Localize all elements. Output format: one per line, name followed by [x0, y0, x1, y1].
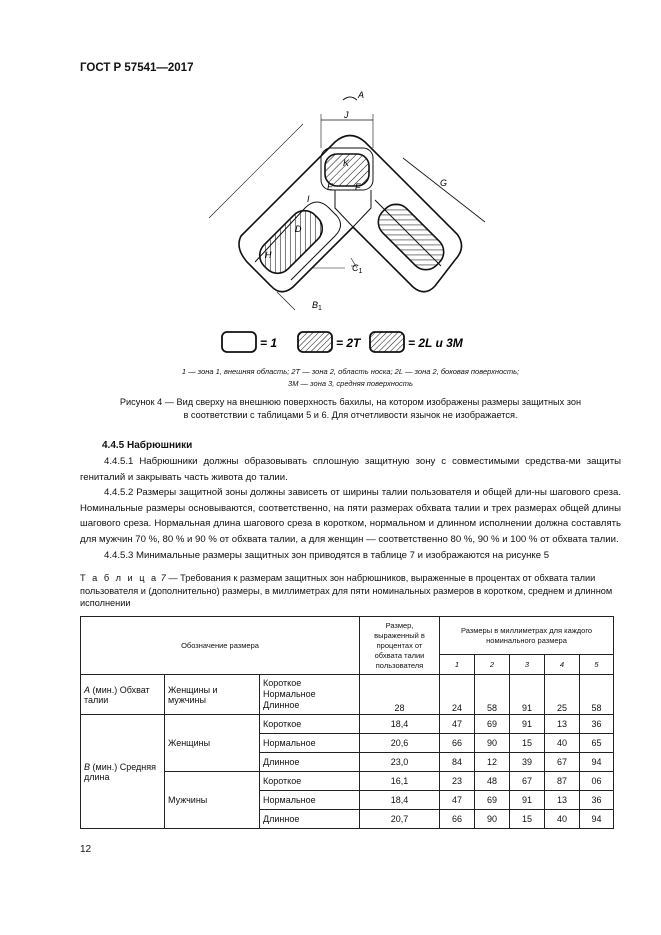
length-cell: Длинное	[260, 810, 360, 829]
table-cell: 66	[440, 810, 475, 829]
table-cell: 47	[440, 715, 475, 734]
label-d: D	[295, 224, 302, 234]
header-percent: Размер, выраженный в процентах от обхвата талии пользователя	[360, 617, 440, 675]
table-cell: 25	[545, 675, 580, 715]
figure-note-line1: 1 — зона 1, внешняя область; 2T — зона 2, область носка; 2L — зона 2, боковая поверхность;	[181, 367, 520, 376]
table-cell: 58	[475, 675, 510, 715]
header-mm: Размеры в миллиметрах для каждого номинального размера	[440, 617, 614, 655]
table-cell: 58	[580, 675, 614, 715]
figure-caption	[80, 396, 621, 422]
table-title-number: 7	[160, 573, 166, 583]
header-size-4: 4	[545, 655, 580, 675]
section-body	[80, 454, 621, 563]
length-cell: Нормальное	[260, 734, 360, 753]
table-cell: 69	[475, 715, 510, 734]
percent-cell: 20,7	[360, 810, 440, 829]
figure-legend	[220, 329, 480, 357]
label-f: F	[355, 182, 361, 192]
table-cell: 84	[440, 753, 475, 772]
table-title-word: Т а б л и ц а	[80, 573, 159, 583]
legend-swatch-zone2l3m	[370, 332, 404, 352]
table-cell: 13	[545, 791, 580, 810]
table-cell: 91	[510, 715, 545, 734]
label-e: E	[327, 182, 334, 192]
label-g: G	[440, 178, 448, 188]
table-cell: 36	[580, 791, 614, 810]
table-cell: 12	[475, 753, 510, 772]
label-i: I	[307, 194, 310, 204]
paragraph-4-4-5-2: 4.4.5.2 Размеры защитной зоны должны зависеть от ширины талии пользователя и общей дли-ны шагового среза. Номинальные размеры основываются, соответственно, на пяти размерах обхвата талии и трех размерах общей длины шагового среза. Нормальная длина шагового среза в коротком, нормальном и длинном исполнении должна составлять для мужчин 70 %, 80 % и 90 % от обхвата талии, а для женщин — соответственно 80 %, 90 % и 100 % от обхвата талии.	[80, 487, 621, 545]
table-cell: 69	[475, 791, 510, 810]
table-cell: 94	[580, 753, 614, 772]
table-row	[81, 715, 614, 734]
figure-note-line2: 3M — зона 3, средняя поверхность	[288, 379, 413, 388]
row-a-group: Женщины и мужчины	[165, 675, 260, 715]
table-cell: 15	[510, 734, 545, 753]
table-cell: 13	[545, 715, 580, 734]
row-a-lengths: Короткое Нормальное Длинное	[260, 675, 360, 715]
table-cell: 40	[545, 810, 580, 829]
label-j: J	[344, 110, 349, 120]
table-cell: 91	[510, 675, 545, 715]
label-b1: $B_1$	[312, 300, 322, 312]
label-a: A	[358, 90, 365, 100]
table-title-text: — Требования к размерам защитных зон набрюшников, выраженные в процентах от обхвата талии пользователя и (дополнительно) размеры, в миллиметрах для пяти номинальных размеров в коротком, среднем и длинном исполнении	[80, 573, 613, 608]
table-row	[81, 675, 614, 715]
table-cell: 65	[580, 734, 614, 753]
label-h: H	[265, 250, 272, 260]
row-b-men-group: Мужчины	[165, 772, 260, 829]
table-cell: 67	[510, 772, 545, 791]
label-c1: $C_1$	[352, 263, 363, 275]
header-size-1: 1	[440, 655, 475, 675]
length-cell: Нормальное	[260, 791, 360, 810]
document-header: ГОСТ Р 57541—2017	[80, 62, 194, 74]
length-cell: Короткое	[260, 715, 360, 734]
header-designation: Обозначение размера	[81, 617, 360, 675]
table-cell: 23	[440, 772, 475, 791]
table-cell: 91	[510, 791, 545, 810]
table-cell: 48	[475, 772, 510, 791]
paragraph-4-4-5-3: 4.4.5.3 Минимальные размеры защитных зон приводятся в таблице 7 и изображаются на рисунке 5	[104, 549, 550, 561]
row-b-label: B (мин.) Средняя длина	[81, 715, 165, 829]
legend-swatch-zone1	[222, 332, 256, 352]
table-cell: 66	[440, 734, 475, 753]
table-cell: 47	[440, 791, 475, 810]
table-cell: 06	[580, 772, 614, 791]
table-cell: 24	[440, 675, 475, 715]
figure-caption-line1: Рисунок 4 — Вид сверху на внешнюю поверхность бахилы, на котором изображены размеры защитных зон	[119, 397, 582, 407]
bootie-protection-zone-diagram	[195, 82, 505, 314]
table-title	[80, 572, 621, 610]
length-cell: Короткое	[260, 772, 360, 791]
table-cell: 39	[510, 753, 545, 772]
legend-label-zone2l3m: = 2L и 3M	[408, 336, 463, 350]
header-size-3: 3	[510, 655, 545, 675]
legend-label-zone2t: = 2T	[336, 336, 361, 350]
header-size-5: 5	[580, 655, 614, 675]
table-cell: 94	[580, 810, 614, 829]
percent-cell: 18,4	[360, 791, 440, 810]
right-side-zone	[372, 198, 450, 276]
percent-cell: 20,6	[360, 734, 440, 753]
row-a-percent: 28	[360, 675, 440, 715]
table-cell: 15	[510, 810, 545, 829]
paragraph-4-4-5-1: 4.4.5.1 Набрюшники должны образовывать сплошную защитную зону с совместимыми средства-ми защиты гениталий и закрывать часть живота до талии.	[80, 456, 621, 483]
table-cell: 90	[475, 810, 510, 829]
table-cell: 90	[475, 734, 510, 753]
label-k: K	[343, 158, 350, 168]
figure-notes	[80, 366, 621, 390]
percent-cell: 23,0	[360, 753, 440, 772]
header-size-2: 2	[475, 655, 510, 675]
percent-cell: 18,4	[360, 715, 440, 734]
page-number: 12	[80, 844, 92, 855]
table-cell: 67	[545, 753, 580, 772]
figure-caption-line2: в соответствии с таблицами 5 и 6. Для отчетливости язычок не изображается.	[183, 410, 518, 420]
row-a-label: A (мин.) Обхват талии	[81, 675, 165, 715]
legend-label-zone1: = 1	[260, 336, 278, 350]
table-cell: 36	[580, 715, 614, 734]
length-cell: Длинное	[260, 753, 360, 772]
section-title: 4.4.5 Набрюшники	[102, 440, 193, 451]
zone-size-table	[80, 616, 614, 829]
table-cell: 40	[545, 734, 580, 753]
percent-cell: 16,1	[360, 772, 440, 791]
legend-swatch-zone2t	[298, 332, 332, 352]
row-b-women-group: Женщины	[165, 715, 260, 772]
table-cell: 87	[545, 772, 580, 791]
